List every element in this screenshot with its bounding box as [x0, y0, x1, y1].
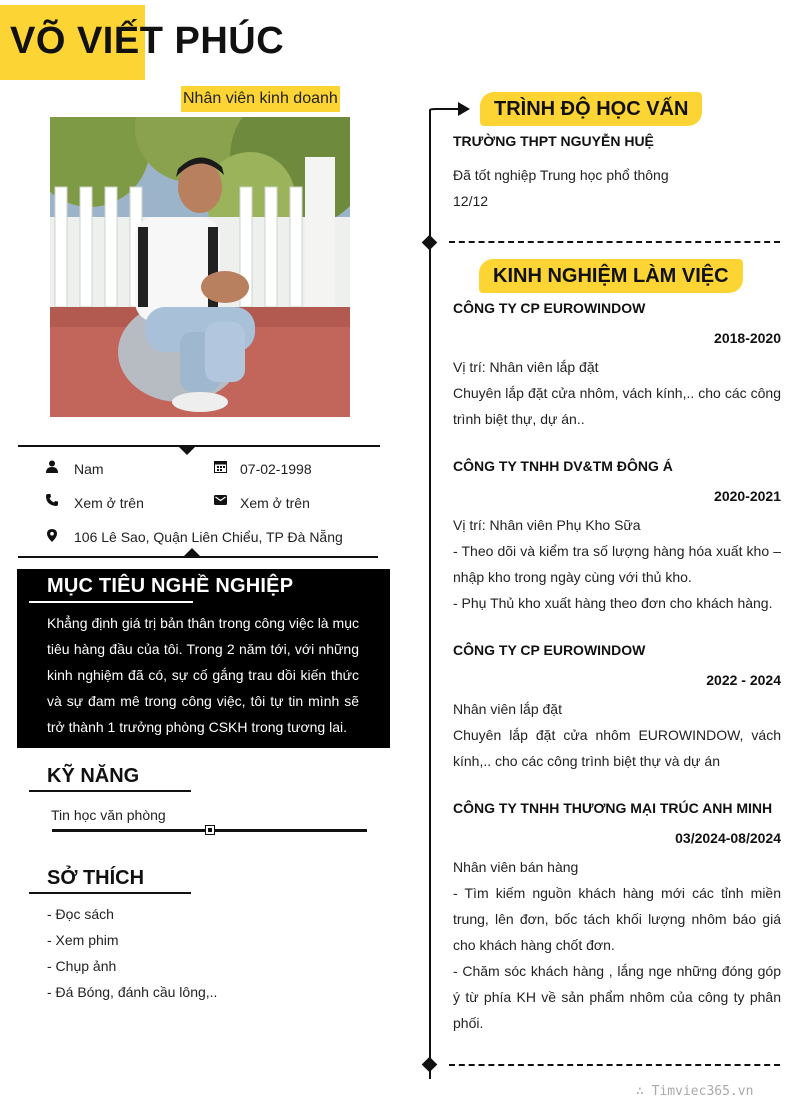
job-period: 2018-2020	[714, 330, 781, 346]
job-line: Chuyên lắp đặt cửa nhôm, vách kính,.. cho các công trình biệt thự, dự án..	[453, 385, 781, 427]
timeline-diamond	[422, 235, 438, 251]
job-period: 03/2024-08/2024	[675, 830, 781, 846]
map-marker-icon	[45, 529, 59, 545]
skill-level-marker	[205, 825, 215, 835]
education-title: TRÌNH ĐỘ HỌC VẤN	[480, 92, 702, 126]
job-line: Vị trí: Nhân viên Phụ Kho Sữa	[453, 517, 641, 533]
envelope-icon	[213, 494, 227, 509]
objective-underline	[29, 601, 193, 603]
job-line: - Chăm sóc khách hàng , lắng nge những đóng góp ý từ phía KH về sản phẩm nhôm của công ty phân phối.	[453, 963, 781, 1031]
experience-title: KINH NGHIỆM LÀM VIỆC	[479, 259, 743, 293]
school-name: TRƯỜNG THPT NGUYỄN HUỆ	[453, 133, 654, 149]
job-line: Nhân viên bán hàng	[453, 859, 579, 875]
job-line: - Theo dõi và kiểm tra số lượng hàng hóa xuất kho – nhập kho trong ngày cùng với thủ kho.	[453, 543, 781, 585]
phone-value: Xem ở trên	[74, 495, 144, 511]
job-line: Vị trí: Nhân viên lắp đặt	[453, 359, 599, 375]
timeline-arrow	[428, 98, 472, 122]
timeline-diamond	[422, 1057, 438, 1073]
candidate-name: VÕ VIẾT PHÚC	[10, 20, 285, 62]
timeline-line	[429, 117, 431, 1079]
company-name: CÔNG TY CP EUROWINDOW	[453, 642, 646, 658]
divider-pointer-up	[184, 548, 200, 556]
education-line: 12/12	[453, 193, 489, 209]
divider-pointer	[179, 447, 195, 455]
company-name: CÔNG TY TNHH DV&TM ĐÔNG Á	[453, 458, 673, 474]
phone-icon	[45, 494, 59, 509]
calendar-icon	[213, 460, 227, 476]
section-divider	[449, 1064, 780, 1066]
hobbies-title: SỞ THÍCH	[47, 867, 145, 889]
hobby-item: - Đá Bóng, đánh cầu lông,..	[47, 984, 218, 1000]
skills-title: KỸ NĂNG	[47, 765, 140, 787]
job-title: Nhân viên kinh doanh	[181, 86, 340, 112]
job-period: 2020-2021	[714, 488, 781, 504]
skill-name: Tin học văn phòng	[51, 807, 166, 823]
gender-value: Nam	[74, 461, 104, 477]
job-line: - Tìm kiếm nguồn khách hàng mới các tỉnh miền trung, lên đơn, bốc tách khối lượng nhôm báo giá cho khách hàng chốt đơn.	[453, 885, 781, 953]
hobby-item: - Chụp ảnh	[47, 958, 117, 974]
job-line: Nhân viên lắp đặt	[453, 701, 562, 717]
watermark: ∴ Timviec365.vn	[636, 1084, 754, 1099]
skill-level-bar	[52, 823, 367, 837]
company-name: CÔNG TY CP EUROWINDOW	[453, 300, 646, 316]
job-line: - Phụ Thủ kho xuất hàng theo đơn cho khách hàng.	[453, 595, 773, 611]
hobby-item: - Đọc sách	[47, 906, 114, 922]
hobbies-underline	[29, 892, 191, 894]
objective-title: MỤC TIÊU NGHỀ NGHIỆP	[47, 575, 294, 597]
job-line: Chuyên lắp đặt cửa nhôm EUROWINDOW, vách kính,.. cho các công trình biệt thự và dự án	[453, 727, 781, 769]
address-value: 106 Lê Sao, Quận Liên Chiểu, TP Đà Nẵng	[74, 529, 343, 545]
email-value: Xem ở trên	[240, 495, 310, 511]
education-line: Đã tốt nghiệp Trung học phổ thông	[453, 167, 669, 183]
user-icon	[45, 460, 59, 476]
skills-underline	[29, 790, 191, 792]
contact-bottom-divider	[18, 556, 378, 558]
contact-top-divider	[18, 445, 380, 447]
job-period: 2022 - 2024	[706, 672, 781, 688]
objective-text: Khẳng định giá trị bản thân trong công việc là mục tiêu hàng đầu của tôi. Trong 2 năm tới, với những kinh nghiệm đã có, sự cố gắng trau dồi kiến thức và sự đam mê trong công việc, tôi tự tin mình sẽ trở thành 1 trưởng phòng CSKH trong tương lai.	[47, 615, 359, 735]
section-divider	[449, 241, 780, 243]
birthdate-value: 07-02-1998	[240, 461, 312, 477]
hobby-item: - Xem phim	[47, 932, 119, 948]
company-name: CÔNG TY TNHH THƯƠNG MẠI TRÚC ANH MINH	[453, 800, 773, 816]
profile-photo	[50, 117, 350, 417]
